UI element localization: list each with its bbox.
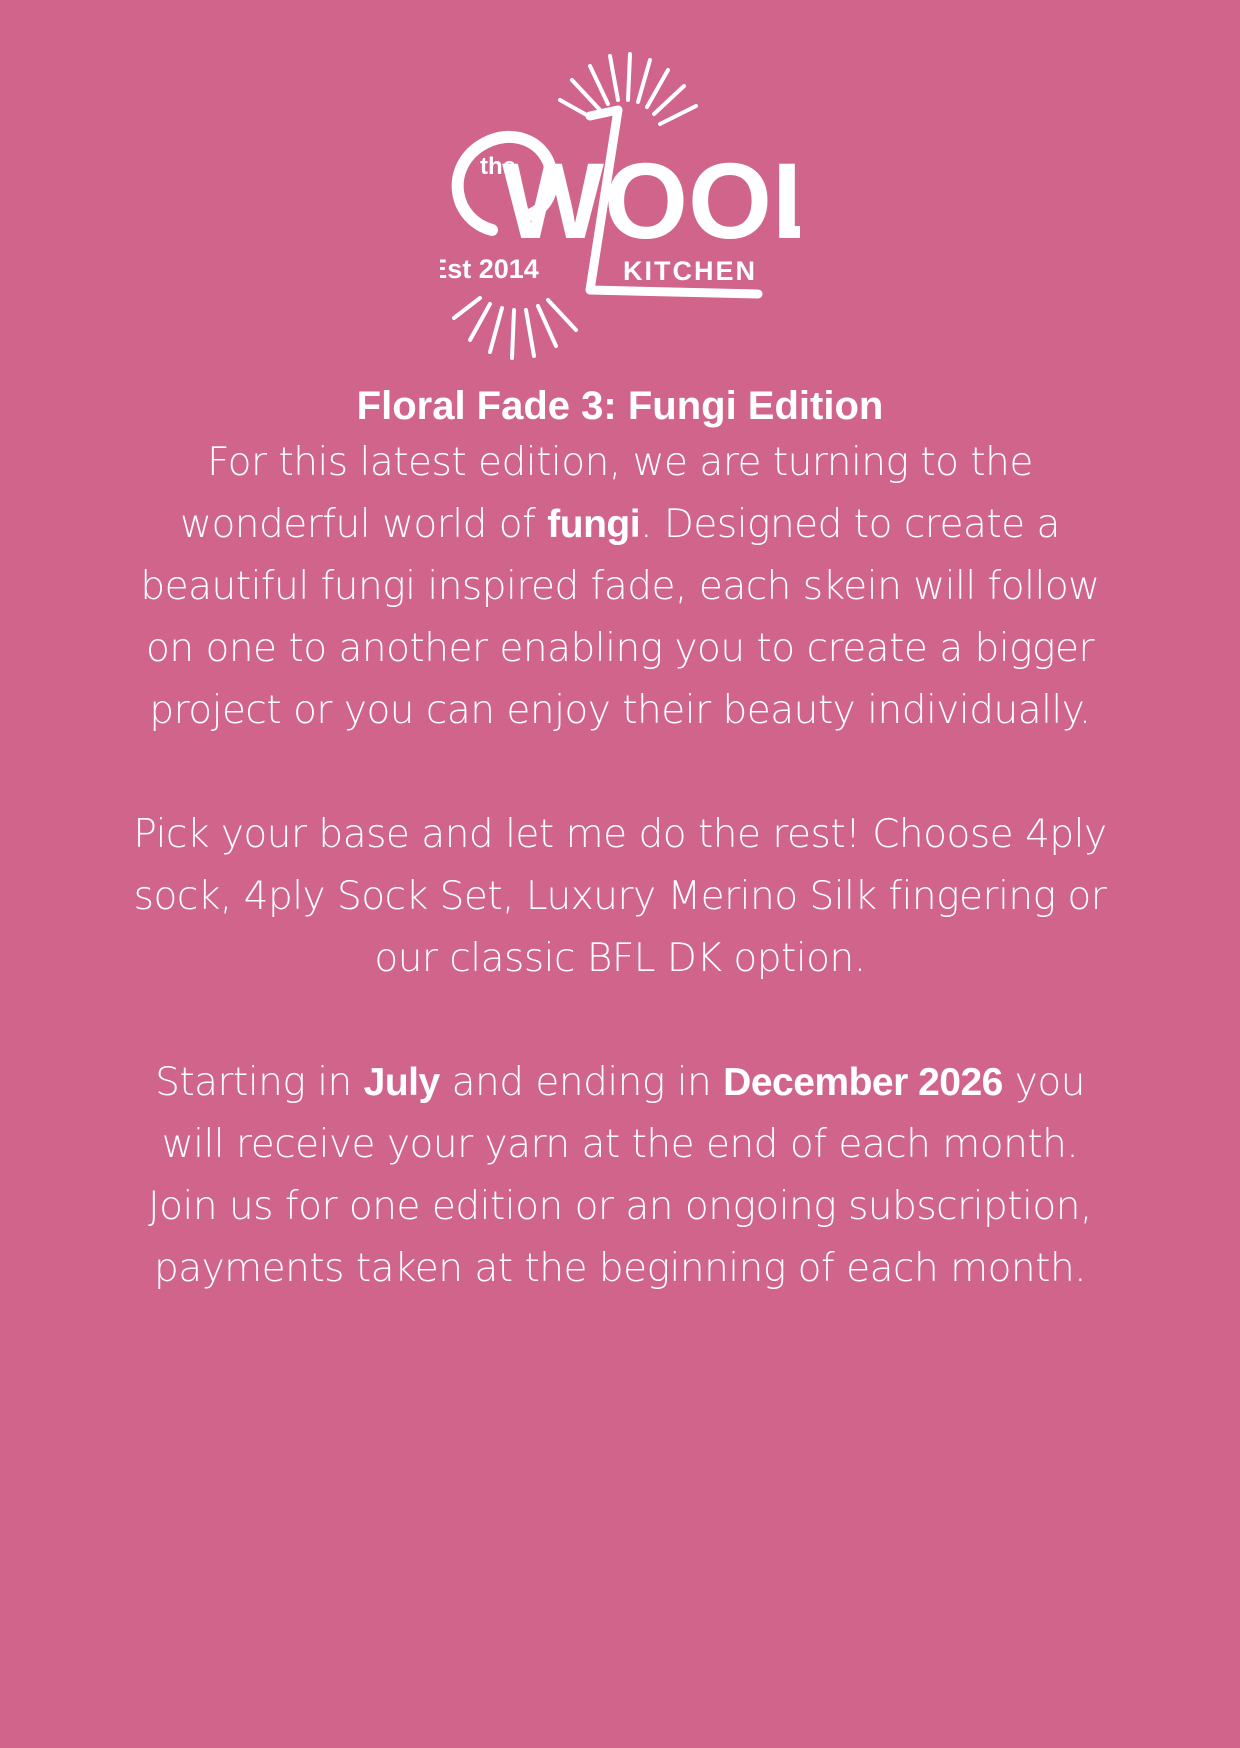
intro-paragraph — [130, 432, 1110, 742]
schedule-bold-december: December 2026 — [723, 1061, 1003, 1104]
schedule-text-3: you will receive your yarn at the end of each month. Join us for one edition or an ongoing subscription, payments taken at the beginning of each month. — [148, 1060, 1092, 1291]
wool-kitchen-logo — [440, 40, 800, 370]
logo-kitchen: KITCHEN — [623, 256, 757, 286]
logo-established: Est 2014 — [440, 254, 539, 284]
paragraph-spacer — [130, 742, 1110, 804]
logo-graphic — [440, 40, 800, 370]
logo-the: the — [480, 153, 516, 180]
intro-text-2: . Designed to create a beautiful fungi inspired fade, each skein will follow on one to another enabling you to create a bigger project or you can enjoy their beauty individually. — [140, 502, 1100, 733]
schedule-bold-july: July — [363, 1061, 440, 1104]
intro-bold-fungi: fungi — [547, 503, 641, 546]
main-content — [130, 380, 1110, 1300]
intro-text-1: For this latest edition, we are turning to the wonderful world of — [180, 440, 1033, 547]
schedule-text-1: Starting in — [155, 1060, 364, 1105]
page-title: Floral Fade 3: Fungi Edition — [356, 384, 884, 428]
logo-wool: WOO — [502, 140, 772, 261]
sunburst-top-icon — [560, 54, 696, 124]
schedule-text-2: and ending in — [439, 1060, 724, 1105]
sunburst-bottom-icon — [454, 298, 576, 358]
base-paragraph: Pick your base and let me do the rest! Choose 4ply sock, 4ply Sock Set, Luxury Merino Silk fingering or our classic BFL DK option. — [133, 812, 1107, 981]
paragraph-spacer — [130, 990, 1110, 1052]
schedule-paragraph — [130, 1052, 1110, 1300]
